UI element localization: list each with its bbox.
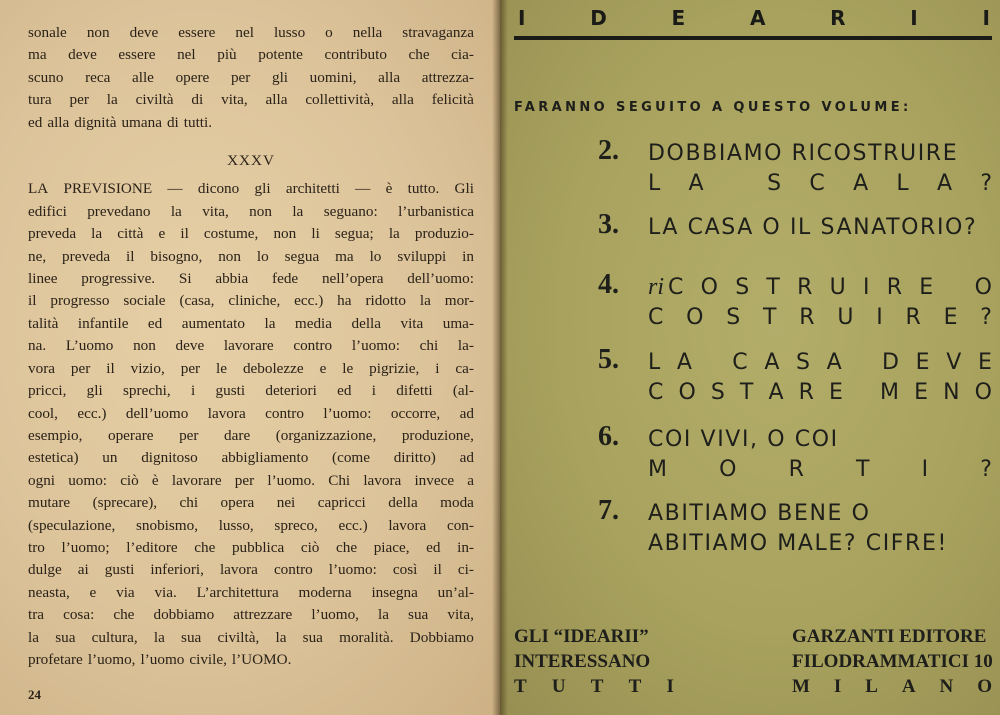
- text-line: ed alla dignità umana di tutti.: [28, 113, 213, 131]
- series-title-letter: I: [910, 6, 918, 30]
- left-page-text: [28, 22, 474, 671]
- volume-title-text: L A C A S A D E V E: [648, 349, 992, 375]
- text-line: mutare (sprecare), chi opera nei capricci della moda: [28, 494, 474, 512]
- volume-number: 5.: [598, 344, 619, 375]
- series-title-letter: E: [671, 6, 686, 30]
- volume-title-text: ABITIAMO MALE? CIFRE!: [648, 530, 948, 556]
- text-line: la sua cultura, la sua civiltà, la sua moralità. Dobbiamo: [28, 628, 474, 646]
- series-title-letter: A: [749, 6, 766, 30]
- text-line: estetica) un dignitoso abbigliamento (come diritto) ad: [28, 449, 474, 467]
- volume-number: 2.: [598, 135, 619, 166]
- volume-title-line: [648, 273, 992, 301]
- volume-title-line: [648, 213, 992, 241]
- volume-title-line: [648, 169, 992, 197]
- forthcoming-heading: FARANNO SEGUITO A QUESTO VOLUME:: [514, 100, 912, 115]
- volume-title-text: L A S C A L A ?: [648, 170, 992, 196]
- volume-title-text: C O S T R U I R E ?: [648, 304, 992, 330]
- footer-line: FILODRAMMATICI 10: [792, 651, 993, 672]
- text-line: il progresso sociale (casa, cliniche, ecc.) ha ridotto la mor-: [28, 292, 474, 310]
- volume-number: 4.: [598, 269, 619, 300]
- volume-title-text: M O R T I ?: [648, 456, 992, 482]
- series-title-letter: I: [982, 6, 990, 30]
- volume-title-line: [648, 348, 992, 376]
- volume-title-text: C O S T R U I R E O: [668, 274, 992, 300]
- volume-title-text: C O S T A R E M E N O: [648, 379, 992, 405]
- text-line: esempio, operare per dare (organizzazione, produzione,: [28, 426, 474, 444]
- series-title: [518, 6, 990, 30]
- footer-line: INTERESSANO: [514, 651, 651, 672]
- volume-number: 7.: [598, 495, 619, 526]
- footer-line: M I L A N O: [792, 676, 992, 697]
- text-line: na. L’uomo non deve lavorare contro l’uomo: chi la-: [28, 337, 474, 355]
- series-title-letter: D: [590, 6, 607, 30]
- text-line: preveda la città e il costume, non li segua; la produzio-: [28, 225, 474, 243]
- text-line: (speculazione, snobismo, lusso, spreco, ecc.) lavora con-: [28, 516, 474, 534]
- volume-number: 6.: [598, 421, 619, 452]
- text-line: pricci, gli sprechi, i gusti deteriori ed i difetti (al-: [28, 382, 474, 400]
- volume-title-text: COI VIVI, O COI: [648, 426, 839, 452]
- text-line: edifici prevedano la vita, non la seguano: l’urbanistica: [28, 202, 474, 220]
- volume-title-line: [648, 139, 992, 167]
- text-line: cool, ecc.) dell’uomo lavora contro l’uomo: occorre, ad: [28, 404, 474, 422]
- volume-title-line: [648, 378, 992, 406]
- volume-title-line: [648, 529, 992, 557]
- title-rule: [514, 36, 992, 40]
- volume-number: 3.: [598, 209, 619, 240]
- book-gutter: [492, 0, 508, 715]
- page-number: 24: [28, 687, 41, 702]
- volume-title-text: LA CASA O IL SANATORIO?: [648, 214, 978, 240]
- volume-title-text: ABITIAMO BENE O: [648, 500, 871, 526]
- footer-line: GARZANTI EDITORE: [792, 626, 987, 647]
- text-line: scuno reca alle opere per gli uomini, alla attrezza-: [28, 68, 474, 86]
- section-heading: XXXV: [227, 152, 275, 170]
- footer-line: GLI “IDEARII”: [514, 626, 649, 647]
- footer-right: [792, 624, 992, 699]
- intro-paragraph: [28, 22, 474, 134]
- text-line: tura per la civiltà di vita, alla collettività, alla felicità: [28, 91, 474, 109]
- text-line: ogni uomo: ciò è lavorare per l’uomo. Chi lavora invece a: [28, 471, 474, 489]
- volume-title-prefix: ri: [648, 273, 665, 300]
- volume-title-line: [648, 455, 992, 483]
- text-line: talità infantile ed aumentato la media della vita uma-: [28, 314, 474, 332]
- series-title-letter: R: [830, 6, 846, 30]
- text-line: ne, preveda il bisogno, non lo segua ma lo sviluppi in: [28, 247, 474, 265]
- series-title-letter: I: [518, 6, 526, 30]
- text-line: LA PREVISIONE — dicono gli architetti — è tutto. Gli: [28, 180, 474, 198]
- body-paragraph: [28, 178, 474, 671]
- volume-title-line: [648, 499, 992, 527]
- footer-line: T U T T I: [514, 676, 674, 697]
- text-line: sonale non deve essere nel lusso o nella stravaganza: [28, 24, 474, 41]
- text-line: ma deve essere nel più potente contributo che cia-: [28, 46, 474, 64]
- text-line: vora per il vizio, per le debolezze e le pigrizie, i ca-: [28, 359, 474, 377]
- volume-title-text: DOBBIAMO RICOSTRUIRE: [648, 140, 959, 166]
- text-line: tro l’uomo; l’editore che pubblica ciò che piace, ed in-: [28, 538, 474, 556]
- right-page: [500, 0, 1000, 715]
- volume-title-line: [648, 303, 992, 331]
- text-line: tra cosa: che dobbiamo attrezzare l’uomo, la sua vita,: [28, 606, 474, 624]
- text-line: dulge ai gusti inferiori, lavora contro l’uomo: così il ci-: [28, 561, 474, 579]
- footer-left: [514, 624, 674, 699]
- text-line: neasta, e via via. L’architettura moderna insegna un’al-: [28, 583, 474, 601]
- text-line: profetare l’uomo, l’uomo civile, l’UOMO.: [28, 650, 292, 668]
- volume-title-line: [648, 425, 992, 453]
- text-line: linee progressive. Si abbia fede nell’opera dell’uomo:: [28, 270, 474, 288]
